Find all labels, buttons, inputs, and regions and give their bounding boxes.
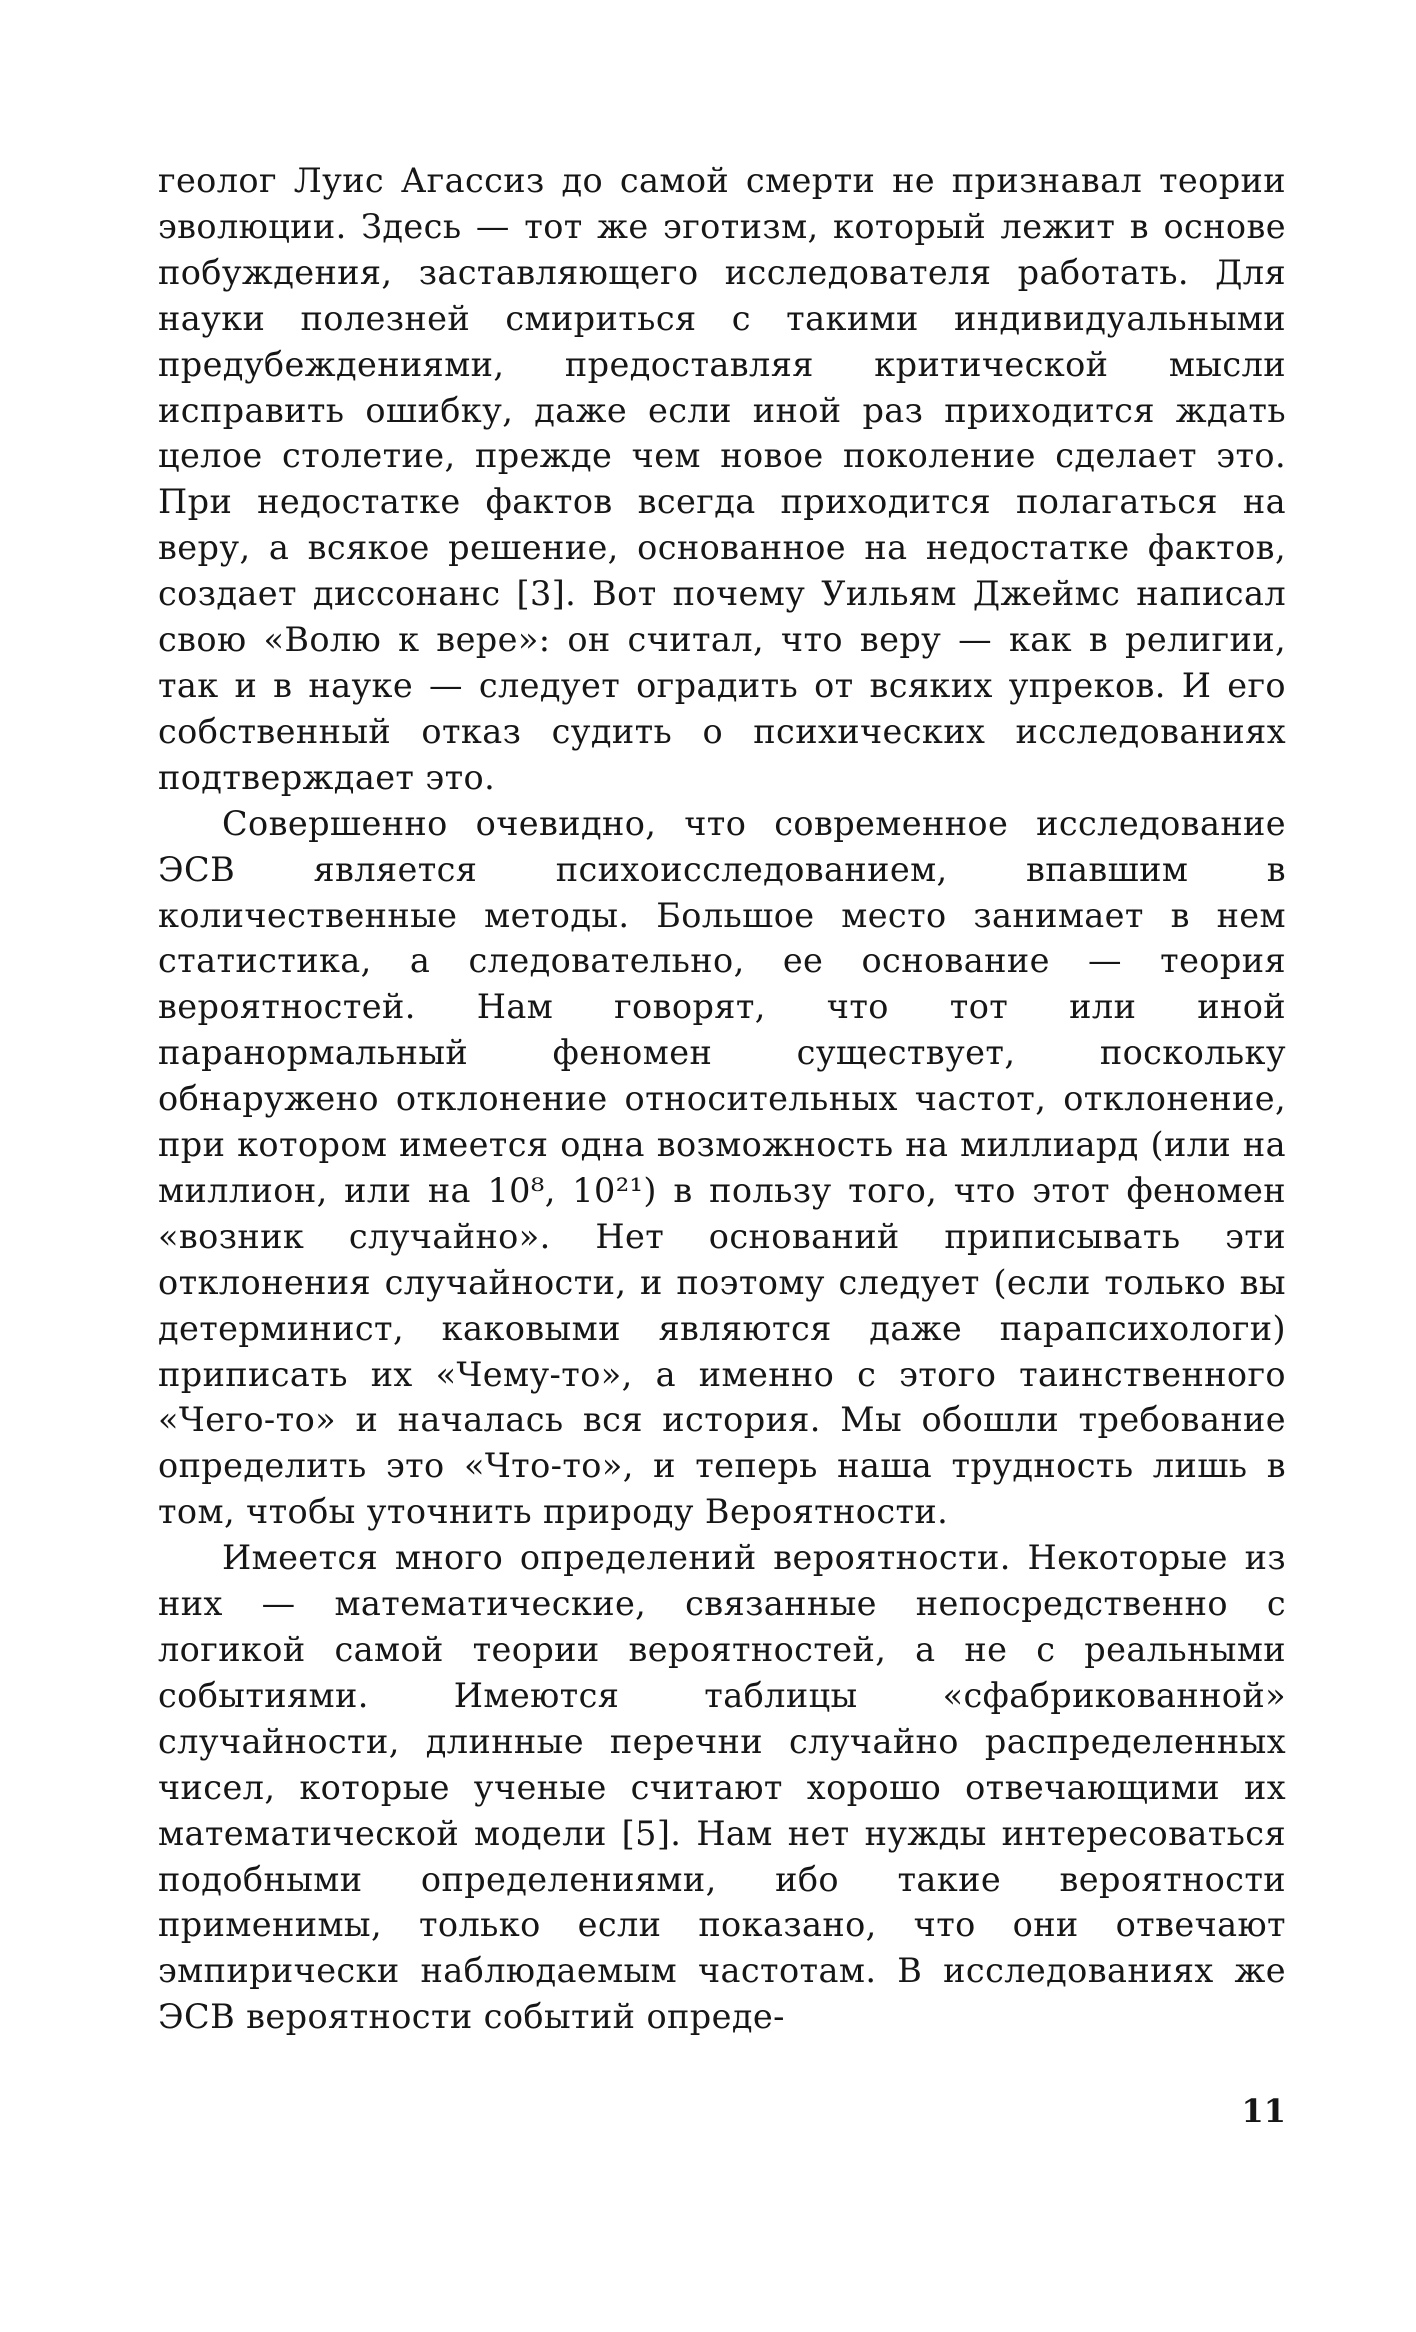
paragraph-esp-research: Совершенно очевидно, что современное исследование ЭСВ является психоисследованием, впавшим в количественные методы. Большое место занимает в нем статистика, а следовательно, ее основание — теория вероятностей. Нам говорят, что тот или иной паранормальный феномен существует, поскольку обнаружено отклонение относительных частот, отклонение, при котором имеется одна возможность на миллиард (или на миллион, или на 10⁸, 10²¹) в пользу того, что этот феномен «возник случайно». Нет оснований приписывать эти отклонения случайности, и поэтому следует (если только вы детерминист, каковыми являются даже парапсихологи) приписать их «Чему-то», а именно с этого таинственного «Чего-то» и началась вся история. Мы обошли требование определить это «Что-то», и теперь наша трудность лишь в том, чтобы уточнить природу Вероятности. [158, 803, 1286, 1532]
paragraph-continuation: геолог Луис Агассиз до самой смерти не признавал теории эволюции. Здесь — тот же эготизм, который лежит в основе побуждения, заставляющего исследователя работать. Для науки полезней смириться с такими индивидуальными предубеждениями, предоставляя критической мысли исправить ошибку, даже если иной раз приходится ждать целое столетие, прежде чем новое поколение сделает это. При недостатке фактов всегда приходится полагаться на веру, а всякое решение, основанное на недостатке фактов, создает диссонанс [3]. Вот почему Уильям Джеймс написал свою «Волю к вере»: он считал, что веру — как в религии, так и в науке — следует оградить от всяких упреков. И его собственный отказ судить о психических исследованиях подтверждает это. [158, 161, 1286, 797]
page-text [158, 158, 1286, 2040]
page-number: 11 [1241, 2092, 1286, 2130]
paragraph-probability-definitions: Имеется много определений вероятности. Некоторые из них — математические, связанные непосредственно с логикой самой теории вероятностей, а не с реальными событиями. Имеются таблицы «сфабрикованной» случайности, длинные перечни случайно распределенных чисел, которые ученые считают хорошо отвечающими их математической модели [5]. Нам нет нужды интересоваться подобными определениями, ибо такие вероятности применимы, только если показано, что они отвечают эмпирически наблюдаемым частотам. В исследованиях же ЭСВ вероятности событий опреде- [158, 1538, 1286, 2037]
